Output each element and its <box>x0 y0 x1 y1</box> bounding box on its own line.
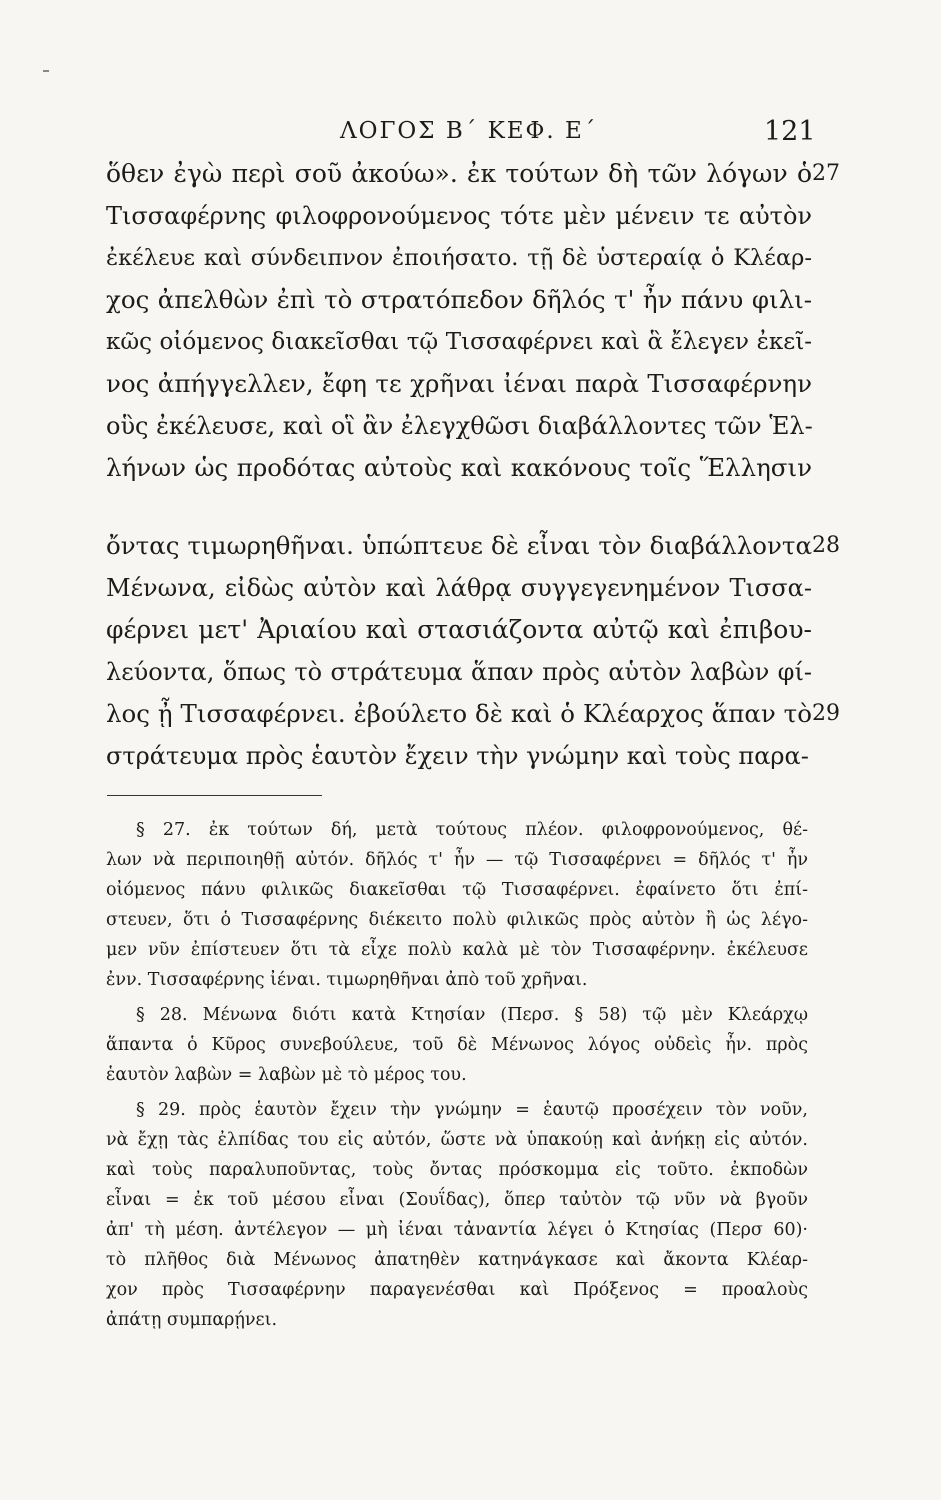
text-line: κῶς οἰόμενος διακεῖσθαι τῷ Τισσαφέρνει καὶ ἃ ἔλεγεν ἐκεῖ- <box>106 329 812 355</box>
note-line: χον πρὸς Τισσαφέρνην παραγενέσθαι καὶ Πρόξενος = προαλοὺς <box>106 1280 808 1300</box>
note-line: οἰόμενος πάνυ φιλικῶς διακεῖσθαι τῷ Τισσαφέρνει. ἐφαίνετο ὅτι ἐπί- <box>106 880 808 900</box>
text-line: χος ἀπελθὼν ἐπὶ τὸ στρατόπεδον δῆλός τ' ἦν πάνυ φιλι- <box>106 285 812 314</box>
note-line: ἅπαντα ὁ Κῦρος συνεβούλευε, τοῦ δὲ Μένωνος λόγος οὐδεὶς ἦν. πρὸς <box>106 1035 808 1055</box>
text-line: οὓς ἐκέλευσε, καὶ οἳ ἂν ἐλεγχθῶσι διαβάλλοντες τῶν Ἑλ- <box>106 412 813 440</box>
note-line: ἀπ' τὴ μέση. ἀντέλεγον — μὴ ἰέναι τἀναντία λέγει ὁ Κτησίας (Περσ 60)· <box>106 1220 808 1240</box>
text-line: ἐκέλευε καὶ σύνδειπνον ἐποιήσατο. τῇ δὲ ὑστεραίᾳ ὁ Κλέαρ- <box>106 245 812 271</box>
note-line: τὸ πλῆθος διὰ Μένωνος ἀπατηθὲν κατηνάγκασε καὶ ἄκοντα Κλέαρ- <box>106 1250 808 1270</box>
section-number: 28 <box>812 533 840 558</box>
note-line: μεν νῦν ἐπίστευεν ὅτι τὰ εἶχε πολὺ καλὰ μὲ τὸν Τισσαφέρνην. ἐκέλευσε <box>106 940 808 960</box>
note-line: στευεν, ὅτι ὁ Τισσαφέρνης διέκειτο πολὺ φιλικῶς πρὸς αὐτὸν ἢ ὡς λέγο- <box>106 910 808 930</box>
note-line: εἶναι = ἐκ τοῦ μέσου εἶναι (Σουΐδας), ὅπερ ταὐτὸν τῷ νῦν νὰ βγοῦν <box>106 1190 808 1210</box>
text-line: Μένωνα, εἰδὼς αὐτὸν καὶ λάθρᾳ συγγεγενημένον Τισσα- <box>106 574 812 602</box>
note-line: § 29. πρὸς ἑαυτὸν ἔχειν τὴν γνώμην = ἑαυτῷ προσέχειν τὸν νοῦν, <box>136 1100 808 1120</box>
note-line: ἐνν. Τισσαφέρνης ἰέναι. τιμωρηθῆναι ἀπὸ τοῦ χρῆναι. <box>106 970 588 990</box>
note-line: ἀπάτῃ συμπαρῄνει. <box>106 1310 278 1330</box>
text-line: λος ᾖ Τισσαφέρνει. ἐβούλετο δὲ καὶ ὁ Κλέαρχος ἅπαν τὸ <box>106 699 812 728</box>
text-line: λήνων ὡς προδότας αὐτοὺς καὶ κακόνους τοῖς Ἕλλησιν <box>106 453 812 482</box>
text-line: ὅθεν ἐγὼ περὶ σοῦ ἀκούω». ἐκ τούτων δὴ τῶν λόγων ὁ <box>106 159 812 188</box>
text-line: λεύοντα, ὅπως τὸ στράτευμα ἅπαν πρὸς αὑτὸν λαβὼν φί- <box>106 658 812 686</box>
running-head: ΛΟΓΟΣ Β΄ ΚΕΦ. Ε΄ <box>340 118 598 144</box>
note-line: λων νὰ περιποιηθῇ αὐτόν. δῆλός τ' ἦν — τῷ Τισσαφέρνει = δῆλός τ' ἦν <box>106 850 808 870</box>
note-line: καὶ τοὺς παραλυποῦντας, τοὺς ὄντας πρόσκομμα εἰς τοῦτο. ἐκποδὼν <box>106 1160 808 1180</box>
text-line: νος ἀπήγγελλεν, ἔφη τε χρῆναι ἰέναι παρὰ Τισσαφέρνην <box>106 369 812 398</box>
text-line: Τισσαφέρνης φιλοφρονούμενος τότε μὲν μένειν τε αὐτὸν <box>106 202 812 230</box>
text-line: φέρνει μετ' Ἀριαίου καὶ στασιάζοντα αὐτῷ καὶ ἐπιβου- <box>106 615 812 644</box>
page-number: 121 <box>764 116 816 147</box>
note-line: § 28. Μένωνα διότι κατὰ Κτησίαν (Περσ. § 58) τῷ μὲν Κλεάρχῳ <box>136 1005 808 1025</box>
margin-mark <box>43 70 49 72</box>
note-line: ἑαυτὸν λαβὼν = λαβὼν μὲ τὸ μέρος του. <box>106 1065 467 1085</box>
section-number: 27 <box>812 161 840 186</box>
note-line: νὰ ἔχῃ τὰς ἐλπίδας του εἰς αὐτόν, ὥστε νὰ ὑπακούῃ καὶ ἀνήκῃ εἰς αὐτόν. <box>106 1130 808 1150</box>
text-line: στράτευμα πρὸς ἑαυτὸν ἔχειν τὴν γνώμην καὶ τοὺς παρα- <box>106 742 809 770</box>
note-line: § 27. ἐκ τούτων δή, μετὰ τούτους πλέον. φιλοφρονούμενος, θέ- <box>136 820 808 840</box>
footnote-rule <box>107 795 322 796</box>
section-number: 29 <box>812 701 840 726</box>
text-line: ὄντας τιμωρηθῆναι. ὑπώπτευε δὲ εἶναι τὸν διαβάλλοντα <box>106 531 812 560</box>
